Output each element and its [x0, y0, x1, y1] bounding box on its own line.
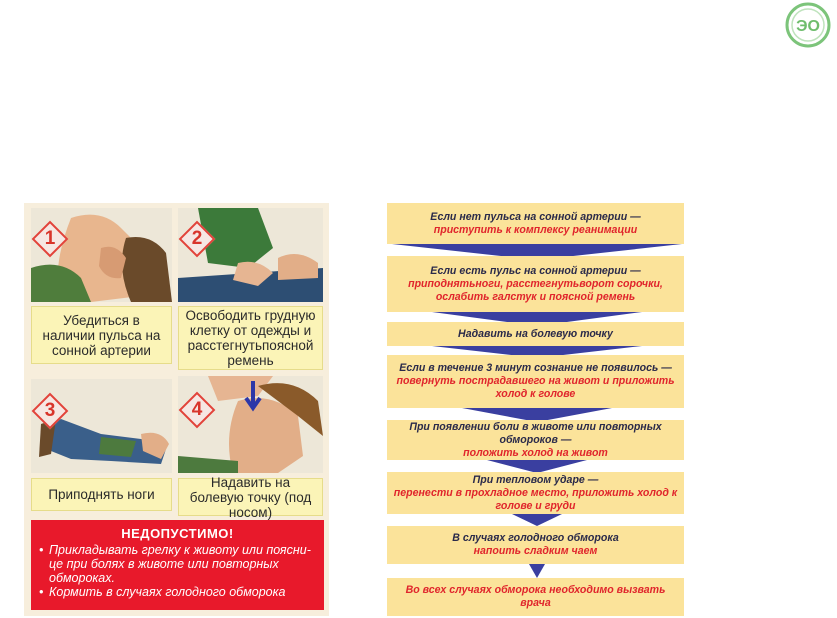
flow-arrow	[512, 514, 562, 526]
flow-lead: При появлении боли в животе или повторных обмороков —	[409, 420, 662, 446]
flow-action: перенести в прохладное место, приложить холод к голове и груди	[393, 486, 678, 512]
flow-lead: Если нет пульса на сонной артерии —	[430, 210, 641, 223]
flow-step-has-pulse	[387, 256, 684, 312]
flow-step-hunger-faint	[387, 526, 684, 564]
flow-step-three-minutes	[387, 355, 684, 408]
step-4-caption: Надавить на болевую точку (под носом)	[178, 478, 323, 516]
flow-action: напоить сладким чаем	[473, 545, 598, 557]
step-2-badge: 2	[180, 222, 214, 256]
flow-step-abdominal-pain	[387, 420, 684, 460]
eo-circle-logo-icon	[785, 2, 831, 48]
flow-action: Во всех случаях обморока необходимо вызвать врача	[405, 584, 666, 609]
logo-letters: ЭО	[796, 18, 820, 35]
flow-lead: В случаях голодного обморока	[452, 532, 619, 544]
flow-step-no-pulse	[387, 203, 684, 244]
flow-lead: Надавить на болевую точку	[458, 327, 613, 340]
flow-step-pressure-point	[387, 322, 684, 346]
flow-action: положить холод на живот	[463, 446, 608, 459]
flow-action: приподнятьноги, расстегнутьворот сорочки, ослабить галстук и поясной ремень	[408, 277, 663, 303]
warning-title: НЕДОПУСТИМО!	[121, 526, 234, 541]
step-4-badge: 4	[180, 393, 214, 427]
flow-step-call-doctor	[387, 578, 684, 616]
step-2-caption: Освободить грудную клетку от одежды и расстегнутьпоясной ремень	[178, 306, 323, 370]
step-3-badge: 3	[33, 394, 67, 428]
flow-step-heat-stroke	[387, 472, 684, 514]
eo-logo	[785, 2, 831, 48]
warning-item: • Прикладывать грелку к животу или пояснице при болях в животе или повторных обмороках.	[39, 543, 316, 585]
flow-lead: При тепловом ударе —	[472, 473, 599, 486]
warning-item: • Кормить в случаях голодного обморока	[39, 585, 316, 599]
flow-arrow	[529, 564, 545, 578]
flow-action: приступить к комплексу реанимации	[433, 223, 638, 236]
step-3-caption: Приподнять ноги	[31, 478, 172, 511]
step-1-badge: 1	[33, 222, 67, 256]
step-1-caption: Убедиться в наличии пульса на сонной артерии	[31, 306, 172, 364]
flow-action: повернуть пострадавшего на живот и приложить холод к голове	[396, 375, 675, 400]
flow-lead: Если есть пульс на сонной артерии —	[430, 264, 641, 277]
warning-box	[31, 520, 324, 610]
flow-lead: Если в течение 3 минут сознание не появилось —	[399, 362, 672, 374]
